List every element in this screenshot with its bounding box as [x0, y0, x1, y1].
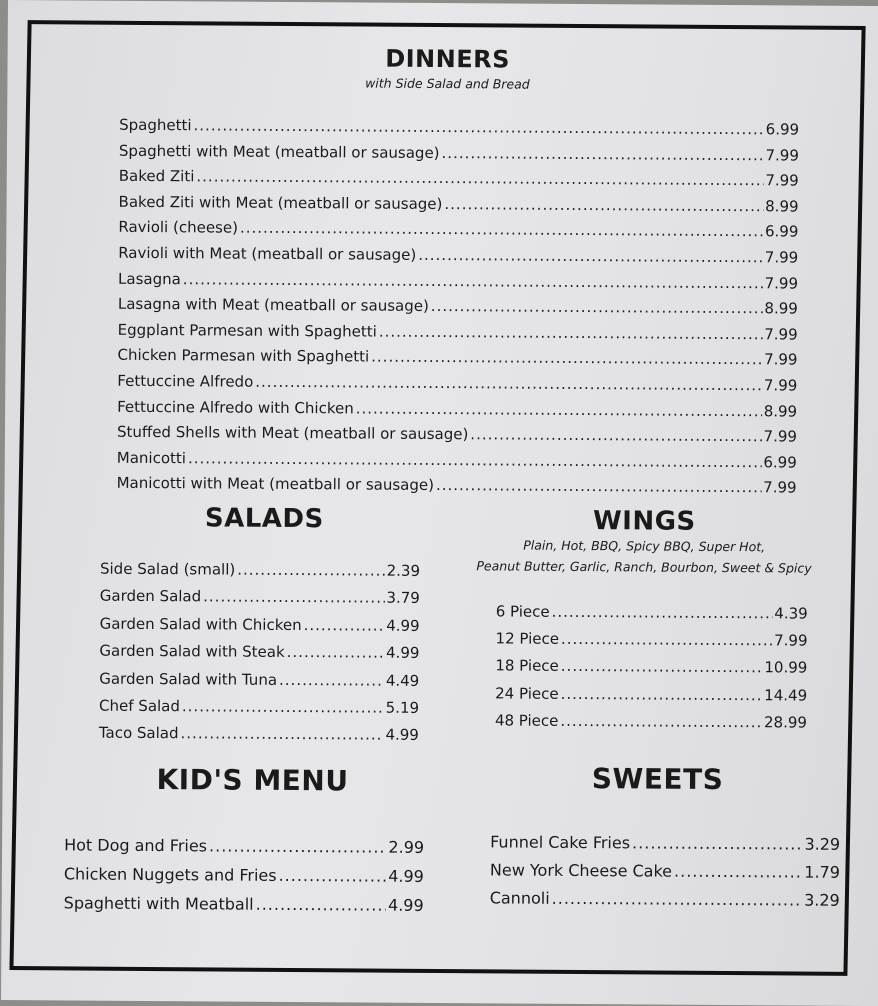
item-name: Fettuccine Alfredo with Chicken — [117, 397, 354, 417]
dot-leader — [561, 653, 763, 682]
dot-leader — [444, 192, 763, 220]
salads-title: SALADS — [204, 503, 324, 535]
menu-item — [496, 598, 808, 627]
item-name: Lasagna — [117, 269, 181, 288]
item-price: 1.79 — [804, 862, 840, 882]
sweets-title: SWEETS — [591, 762, 724, 797]
item-price: 8.99 — [764, 299, 798, 318]
item-price: 10.99 — [764, 658, 808, 678]
item-name: Garden Salad with Steak — [99, 641, 285, 662]
item-name: Hot Dog and Fries — [64, 835, 208, 856]
item-name: Ravioli (cheese) — [118, 218, 239, 237]
item-name: Chicken Parmesan with Spaghetti — [117, 346, 370, 366]
item-price: 7.99 — [765, 171, 799, 190]
item-price: 3.79 — [386, 589, 420, 608]
dot-leader — [371, 345, 762, 373]
item-price: 7.99 — [763, 427, 798, 446]
item-price: 7.99 — [774, 631, 808, 650]
dot-leader — [418, 243, 763, 271]
dot-leader — [356, 396, 762, 424]
item-name: Garden Salad with Tuna — [99, 669, 278, 689]
item-name: Spaghetti with Meatball — [63, 893, 254, 914]
dot-leader — [552, 599, 773, 628]
item-price: 2.39 — [386, 561, 421, 580]
dot-leader — [196, 165, 763, 195]
item-name: Garden Salad with Chicken — [99, 614, 302, 634]
dot-leader — [674, 858, 802, 887]
dot-leader — [237, 557, 385, 585]
menu-item — [64, 830, 424, 862]
item-name: Manicotti — [116, 448, 187, 467]
dot-leader — [632, 829, 803, 858]
item-name: 18 Piece — [495, 656, 559, 676]
dot-leader — [561, 680, 763, 709]
item-name: New York Cheese Cake — [489, 860, 673, 881]
menu-item — [495, 680, 807, 709]
item-price: 4.99 — [386, 616, 420, 635]
dot-leader — [256, 890, 387, 920]
item-name: Baked Ziti — [118, 166, 195, 186]
item-name: Chef Salad — [99, 696, 180, 716]
wings-flavors-line1: Plain, Hot, BBQ, Spicy BBQ, Super Hot, — [523, 537, 766, 555]
item-price: 4.99 — [388, 866, 424, 886]
kids-menu-title: KID'S MENU — [156, 763, 349, 798]
item-price: 14.49 — [764, 685, 808, 705]
item-price: 7.99 — [764, 325, 798, 344]
item-name: Cannoli — [489, 888, 550, 908]
kids-list — [64, 830, 425, 920]
menu-item — [495, 707, 807, 736]
menu-item — [64, 888, 424, 920]
dot-leader — [304, 612, 385, 640]
salads-list — [99, 556, 420, 750]
dot-leader — [183, 267, 763, 297]
dot-leader — [436, 473, 761, 501]
menu-item — [490, 884, 840, 914]
dinners-subtitle: with Side Salad and Bread — [365, 75, 530, 92]
item-name: Garden Salad — [99, 587, 202, 606]
menu-item — [117, 471, 797, 501]
menu-item — [495, 626, 807, 655]
wings-title: WINGS — [592, 506, 696, 537]
item-price: 7.99 — [763, 478, 797, 497]
wings-list — [495, 598, 808, 736]
item-price: 3.29 — [804, 834, 841, 854]
item-name: Stuffed Shells with Meat (meatball or sausage) — [116, 422, 469, 444]
dot-leader — [188, 446, 762, 476]
menu-page — [1, 0, 878, 1006]
menu-item — [100, 556, 420, 586]
item-price: 6.99 — [765, 120, 800, 139]
item-name: 24 Piece — [495, 684, 559, 703]
item-price: 7.99 — [764, 248, 799, 267]
item-price: 7.99 — [764, 273, 799, 293]
menu-item — [64, 859, 424, 891]
dot-leader — [180, 721, 383, 750]
item-name: Spaghetti with Meat (meatball or sausage) — [118, 141, 440, 162]
dot-leader — [287, 639, 385, 667]
item-price: 4.99 — [385, 726, 419, 745]
item-name: Eggplant Parmesan with Spaghetti — [117, 320, 377, 341]
item-price: 6.99 — [763, 453, 797, 472]
menu-item — [495, 653, 807, 682]
item-name: Funnel Cake Fries — [490, 832, 631, 853]
item-name: Ravioli with Meat (meatball or sausage) — [118, 243, 417, 264]
dinners-list — [117, 113, 800, 502]
item-name: Fettuccine Alfredo — [117, 371, 254, 391]
menu-item — [99, 720, 419, 750]
item-price: 2.99 — [388, 837, 425, 857]
dot-leader — [279, 861, 387, 891]
dot-leader — [193, 113, 763, 143]
wings-flavors-line2: Peanut Butter, Garlic, Ranch, Bourbon, Sweet & Spicy — [476, 558, 812, 576]
item-price: 7.99 — [764, 350, 798, 369]
item-name: Chicken Nuggets and Fries — [63, 864, 277, 885]
dot-leader — [240, 216, 763, 245]
dot-leader — [209, 831, 387, 861]
dot-leader — [431, 294, 763, 322]
item-price: 7.99 — [763, 376, 798, 395]
dot-leader — [255, 370, 762, 399]
menu-item — [490, 856, 840, 886]
item-price: 28.99 — [763, 713, 808, 732]
item-price: 8.99 — [763, 401, 798, 421]
dinners-title: DINNERS — [385, 44, 511, 74]
item-price: 7.99 — [765, 145, 799, 165]
item-price: 6.99 — [764, 222, 799, 241]
dot-leader — [552, 885, 803, 915]
item-name: Manicotti with Meat (meatball or sausage) — [116, 474, 435, 495]
item-name: Baked Ziti with Meat (meatball or sausage) — [118, 192, 443, 213]
dot-leader — [560, 708, 762, 737]
item-name: Side Salad (small) — [99, 559, 236, 579]
dot-leader — [441, 141, 763, 169]
item-price: 4.39 — [774, 604, 808, 623]
item-name: 6 Piece — [495, 602, 550, 621]
item-name: 48 Piece — [494, 711, 559, 730]
item-name: 12 Piece — [495, 629, 560, 649]
item-price: 4.99 — [385, 643, 420, 663]
item-price: 4.49 — [385, 671, 420, 690]
item-name: Lasagna with Meat (meatball or sausage) — [117, 294, 429, 316]
dot-leader — [379, 319, 763, 347]
sweets-list — [490, 828, 841, 914]
menu-item — [100, 610, 420, 640]
item-price: 4.99 — [387, 895, 424, 915]
menu-item — [99, 638, 419, 668]
dot-leader — [182, 693, 384, 722]
item-price: 5.19 — [385, 698, 420, 717]
dot-leader — [561, 626, 772, 655]
dot-leader — [203, 584, 384, 613]
item-name: Spaghetti — [119, 115, 192, 135]
dot-leader — [470, 422, 761, 450]
menu-item — [490, 828, 840, 858]
item-price: 3.29 — [804, 890, 840, 910]
item-name: Taco Salad — [98, 724, 179, 743]
dot-leader — [279, 667, 384, 695]
menu-item — [99, 693, 419, 723]
menu-item — [99, 665, 419, 695]
menu-item — [100, 583, 420, 613]
item-price: 8.99 — [765, 197, 799, 216]
